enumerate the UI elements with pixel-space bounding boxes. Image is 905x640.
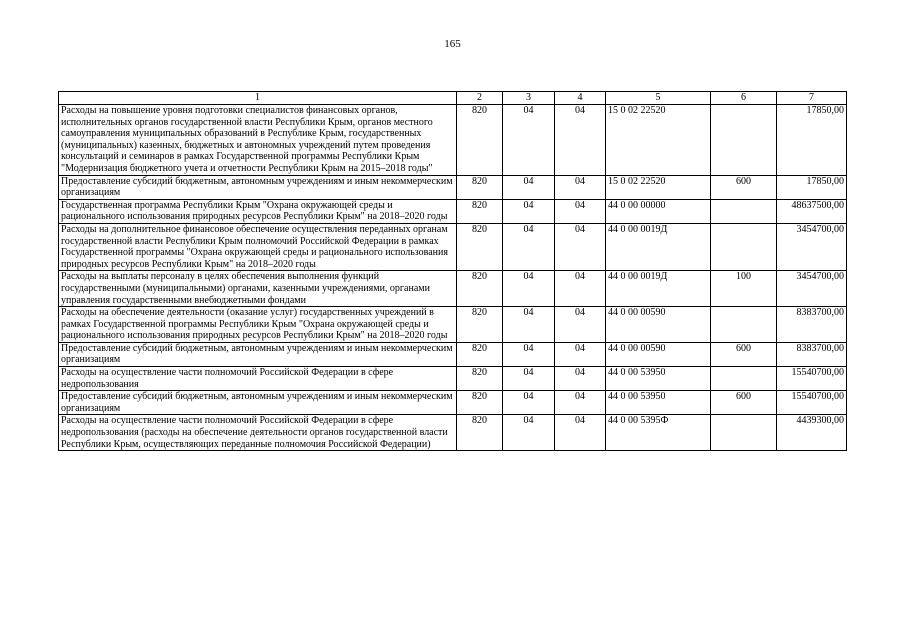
row-expense-type	[711, 367, 777, 391]
row-target-article: 44 0 00 53950	[606, 367, 711, 391]
row-expense-type	[711, 199, 777, 223]
row-name: Предоставление субсидий бюджетным, автономным учреждениям и иным некоммерческим организациям	[59, 175, 457, 199]
row-name: Государственная программа Республики Крым "Охрана окружающей среды и рационального использования природных ресурсов Республики Крым" на 2018–2020 годы	[59, 199, 457, 223]
row-ministry-code: 820	[457, 367, 503, 391]
row-ministry-code: 820	[457, 415, 503, 451]
row-amount: 17850,00	[777, 175, 847, 199]
row-ministry-code: 820	[457, 271, 503, 307]
row-subsection-code: 04	[555, 367, 606, 391]
header-col-7: 7	[777, 92, 847, 105]
header-col-6: 6	[711, 92, 777, 105]
table-row	[59, 175, 847, 199]
row-name: Предоставление субсидий бюджетным, автономным учреждениям и иным некоммерческим организациям	[59, 391, 457, 415]
row-expense-type	[711, 223, 777, 270]
row-target-article: 44 0 00 00590	[606, 307, 711, 343]
header-col-5: 5	[606, 92, 711, 105]
row-amount: 15540700,00	[777, 391, 847, 415]
header-col-4: 4	[555, 92, 606, 105]
row-section-code: 04	[503, 342, 555, 366]
row-amount: 8383700,00	[777, 307, 847, 343]
row-name: Предоставление субсидий бюджетным, автономным учреждениям и иным некоммерческим организациям	[59, 342, 457, 366]
table-row	[59, 199, 847, 223]
row-name: Расходы на дополнительное финансовое обеспечение осуществления переданных органам государственной власти Республики Крым полномочий Российской Федерации в рамках Государственной программы "Охрана окружающей среды и рационального использования природных ресурсов Республики Крым" на 2018–2020 годы	[59, 223, 457, 270]
row-target-article: 15 0 02 22520	[606, 175, 711, 199]
row-section-code: 04	[503, 223, 555, 270]
budget-table	[58, 91, 847, 451]
row-name: Расходы на осуществление части полномочий Российской Федерации в сфере недропользования (расходы на обеспечение деятельности органов государственной власти Республики Крым, осуществляющих переданные полномочия Российской Федерации)	[59, 415, 457, 451]
row-section-code: 04	[503, 105, 555, 176]
row-target-article: 44 0 00 00590	[606, 342, 711, 366]
row-section-code: 04	[503, 415, 555, 451]
row-target-article: 44 0 00 0019Д	[606, 223, 711, 270]
row-target-article: 44 0 00 0019Д	[606, 271, 711, 307]
row-subsection-code: 04	[555, 391, 606, 415]
row-ministry-code: 820	[457, 223, 503, 270]
row-subsection-code: 04	[555, 307, 606, 343]
row-expense-type: 600	[711, 391, 777, 415]
row-section-code: 04	[503, 307, 555, 343]
row-expense-type	[711, 415, 777, 451]
row-amount: 8383700,00	[777, 342, 847, 366]
row-expense-type: 600	[711, 342, 777, 366]
row-name: Расходы на осуществление части полномочий Российской Федерации в сфере недропользования	[59, 367, 457, 391]
row-amount: 15540700,00	[777, 367, 847, 391]
row-name: Расходы на обеспечение деятельности (оказание услуг) государственных учреждений в рамках Государственной программы Республики Крым "Охрана окружающей среды и рационального использования природных ресурсов Республики Крым" на 2018–2020 годы	[59, 307, 457, 343]
row-ministry-code: 820	[457, 105, 503, 176]
row-ministry-code: 820	[457, 175, 503, 199]
table-row	[59, 415, 847, 451]
page-number: 165	[444, 38, 461, 50]
row-target-article: 44 0 00 53950	[606, 391, 711, 415]
row-name: Расходы на выплаты персоналу в целях обеспечения выполнения функций государственными (муниципальными) органами, казенными учреждениями, органами управления государственными внебюджетными фондами	[59, 271, 457, 307]
row-expense-type: 600	[711, 175, 777, 199]
row-section-code: 04	[503, 199, 555, 223]
row-target-article: 44 0 00 00000	[606, 199, 711, 223]
header-col-1: 1	[59, 92, 457, 105]
row-ministry-code: 820	[457, 199, 503, 223]
row-subsection-code: 04	[555, 342, 606, 366]
row-subsection-code: 04	[555, 199, 606, 223]
row-section-code: 04	[503, 391, 555, 415]
table-row	[59, 223, 847, 270]
row-amount: 3454700,00	[777, 271, 847, 307]
row-expense-type	[711, 105, 777, 176]
row-section-code: 04	[503, 271, 555, 307]
table-row	[59, 391, 847, 415]
header-col-2: 2	[457, 92, 503, 105]
row-amount: 3454700,00	[777, 223, 847, 270]
row-ministry-code: 820	[457, 342, 503, 366]
row-amount: 4439300,00	[777, 415, 847, 451]
row-section-code: 04	[503, 175, 555, 199]
row-subsection-code: 04	[555, 271, 606, 307]
row-amount: 48637500,00	[777, 199, 847, 223]
row-name: Расходы на повышение уровня подготовки специалистов финансовых органов, исполнительных органов государственной власти Республики Крым, органов местного самоуправления муниципальных образований в Республике Крым, государственных (муниципальных) казенных, бюджетных и автономных учреждений путем проведения консультаций и семинаров в рамках Государственной программы Республики Крым "Модернизация бюджетного учета и отчетности Республики Крым на 2015–2018 годы"	[59, 105, 457, 176]
row-ministry-code: 820	[457, 391, 503, 415]
row-ministry-code: 820	[457, 307, 503, 343]
row-subsection-code: 04	[555, 175, 606, 199]
row-subsection-code: 04	[555, 415, 606, 451]
table-row	[59, 271, 847, 307]
table-row	[59, 367, 847, 391]
row-expense-type	[711, 307, 777, 343]
row-amount: 17850,00	[777, 105, 847, 176]
table-row	[59, 105, 847, 176]
table-row	[59, 307, 847, 343]
row-section-code: 04	[503, 367, 555, 391]
table-row	[59, 342, 847, 366]
table-header-row	[59, 92, 847, 105]
header-col-3: 3	[503, 92, 555, 105]
row-subsection-code: 04	[555, 223, 606, 270]
row-target-article: 15 0 02 22520	[606, 105, 711, 176]
row-target-article: 44 0 00 5395Ф	[606, 415, 711, 451]
row-subsection-code: 04	[555, 105, 606, 176]
row-expense-type: 100	[711, 271, 777, 307]
